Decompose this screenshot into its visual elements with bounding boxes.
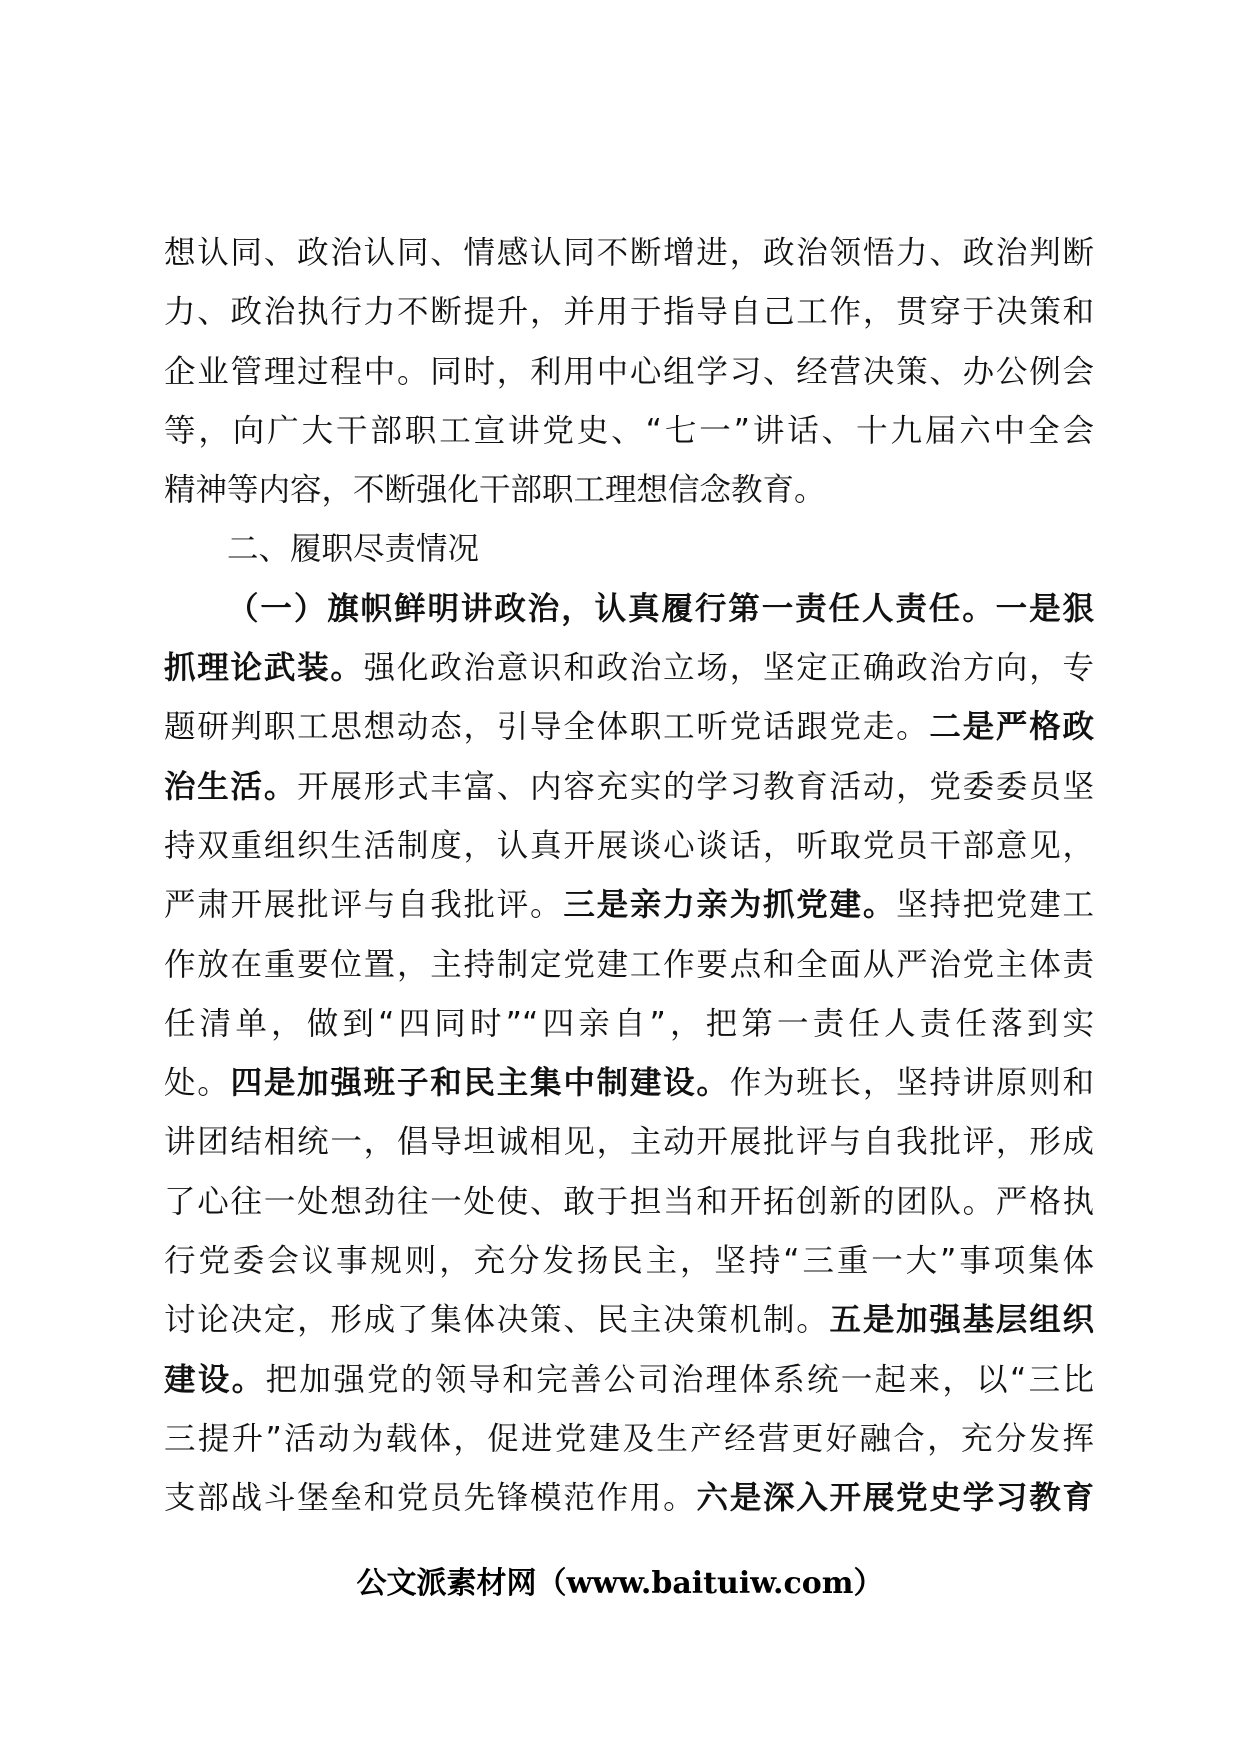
bold-text-segment: 抓理论武装。 bbox=[164, 650, 364, 687]
text-segment: 行党委会议事规则，充分发扬民主，坚持“三重一大”事项集体 bbox=[164, 1243, 1094, 1280]
text-segment: 了心往一处想劲往一处使、敢于担当和开拓创新的团队。严格执 bbox=[164, 1183, 1094, 1220]
text-line bbox=[164, 1469, 1094, 1528]
text-line bbox=[164, 1291, 1094, 1350]
bold-text-segment: 三是亲力亲为抓党建。 bbox=[563, 887, 897, 924]
text-line bbox=[164, 817, 1094, 876]
text-line bbox=[164, 1410, 1094, 1469]
bold-text-segment: 二是严格政 bbox=[929, 709, 1094, 746]
bold-text-segment: 建设。 bbox=[164, 1361, 266, 1398]
text-segment: 持双重组织生活制度，认真开展谈心谈话，听取党员干部意见， bbox=[164, 827, 1094, 864]
text-line bbox=[164, 1173, 1094, 1232]
text-segment: 二、履职尽责情况 bbox=[227, 531, 480, 568]
text-segment: 作为班长，坚持讲原则和 bbox=[729, 1065, 1094, 1102]
text-line bbox=[164, 224, 1094, 283]
text-segment: 强化政治意识和政治立场，坚定正确政治方向，专 bbox=[363, 650, 1094, 687]
text-segment: 等，向广大干部职工宣讲党史、“七一”讲话、十九届六中全会 bbox=[164, 412, 1094, 449]
text-segment: 力、政治执行力不断提升，并用于指导自己工作，贯穿于决策和 bbox=[164, 294, 1094, 331]
text-line bbox=[164, 639, 1094, 698]
text-segment: 想认同、政治认同、情感认同不断增进，政治领悟力、政治判断 bbox=[164, 235, 1094, 271]
text-segment: 作放在重要位置，主持制定党建工作要点和全面从严治党主体责 bbox=[164, 946, 1094, 983]
text-segment: 三提升”活动为载体，促进党建及生产经营更好融合，充分发挥 bbox=[164, 1420, 1094, 1457]
text-line bbox=[164, 936, 1094, 995]
footer-watermark: 公文派素材网（www.baituiw.com） bbox=[356, 1566, 884, 1601]
text-line bbox=[164, 995, 1094, 1054]
text-line bbox=[164, 520, 1094, 579]
text-line bbox=[164, 580, 1094, 639]
text-line bbox=[164, 1113, 1094, 1172]
text-segment: 讲团结相统一，倡导坦诚相见，主动开展批评与自我批评，形成 bbox=[164, 1124, 1094, 1161]
text-segment: 坚持把党建工 bbox=[896, 887, 1094, 924]
text-line bbox=[164, 1351, 1094, 1410]
text-line bbox=[164, 758, 1094, 817]
text-segment: 支部战斗堡垒和党员先锋模范作用。 bbox=[164, 1480, 697, 1517]
text-line bbox=[164, 1232, 1094, 1291]
text-segment: 题研判职工思想动态，引导全体职工听党话跟党走。 bbox=[164, 709, 930, 746]
text-line bbox=[164, 283, 1094, 342]
text-segment: 严肃开展批评与自我批评。 bbox=[164, 887, 564, 924]
bold-text-segment: 六是深入开展党史学习教育 bbox=[696, 1480, 1094, 1517]
text-segment: 任清单，做到“四同时”“四亲自”，把第一责任人责任落到实 bbox=[164, 1005, 1094, 1042]
text-segment: 处。 bbox=[164, 1065, 231, 1102]
text-line bbox=[164, 698, 1094, 757]
text-segment: 把加强党的领导和完善公司治理体系统一起来，以“三比 bbox=[265, 1361, 1094, 1398]
text-line bbox=[164, 1054, 1094, 1113]
text-segment: 企业管理过程中。同时，利用中心组学习、经营决策、办公例会 bbox=[164, 353, 1094, 390]
bold-text-segment: 四是加强班子和民主集中制建设。 bbox=[230, 1065, 730, 1102]
text-line bbox=[164, 402, 1094, 461]
text-segment: 精神等内容，不断强化干部职工理想信念教育。 bbox=[164, 472, 826, 509]
document-body bbox=[164, 224, 1094, 1529]
bold-text-segment: （一）旗帜鲜明讲政治，认真履行第一责任人责任。一是狠 bbox=[227, 590, 1094, 627]
text-line bbox=[164, 343, 1094, 402]
bold-text-segment: 五是加强基层组织 bbox=[829, 1302, 1094, 1339]
text-segment: 讨论决定，形成了集体决策、民主决策机制。 bbox=[164, 1302, 830, 1339]
text-segment: 开展形式丰富、内容充实的学习教育活动，党委委员坚 bbox=[297, 768, 1094, 805]
text-line bbox=[164, 461, 1094, 520]
text-line bbox=[164, 876, 1094, 935]
bold-text-segment: 治生活。 bbox=[164, 768, 298, 805]
